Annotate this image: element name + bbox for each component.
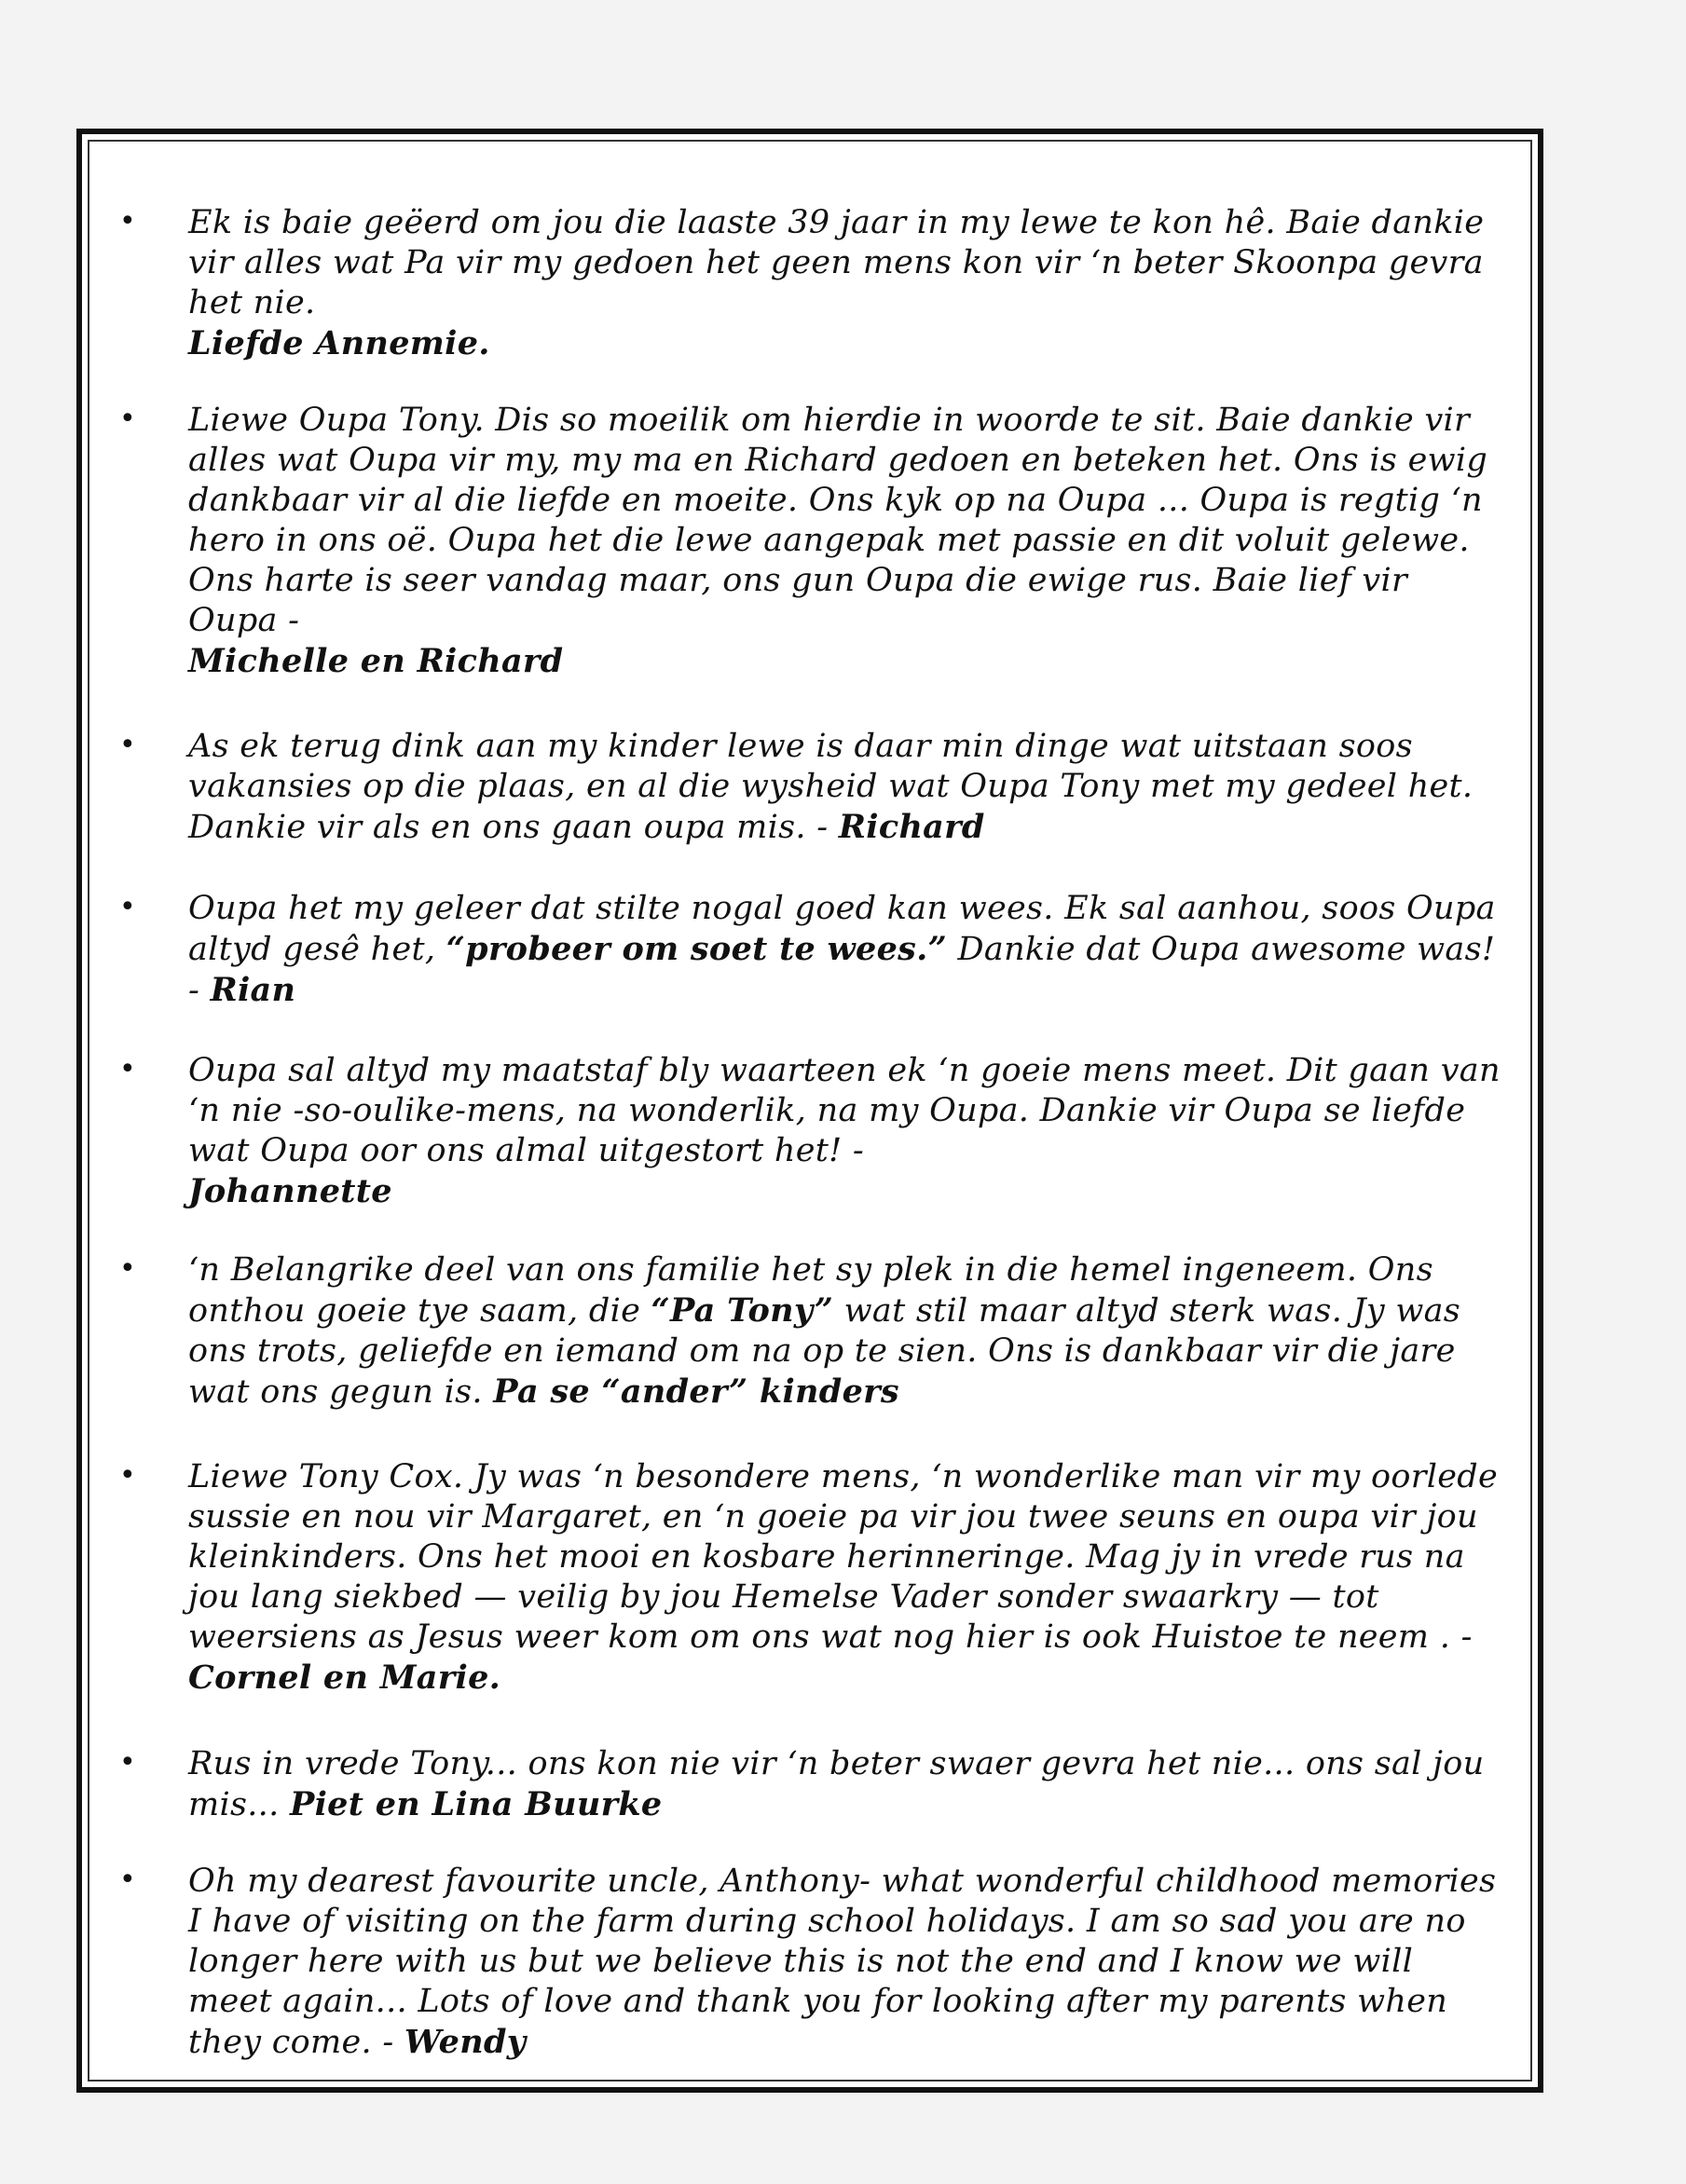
tribute-signature: Piet en Lina Buurke [289,1785,663,1823]
tribute-text [188,203,1502,363]
tribute-body: Oupa sal altyd my maatstaf bly waarteen ek ‘n goeie mens meet. Dit gaan van ‘n nie -so-oulike-mens, na wonderlik, na my Oupa. Dankie vir Oupa se liefde wat Oupa oor ons almal uitgestort het! - [188,1052,1501,1169]
tribute-text [188,1862,1502,2063]
bullet-icon: • [119,403,136,435]
tribute-signature: Rian [210,971,296,1009]
tribute-body: Oh my dearest favourite uncle, Anthony- what wonderful childhood memories I have of visiting on the farm during school holidays. I am so sad you are no longer here with us but we believe this is not the end and I know we will meet again... Lots of love and thank you for looking after my parents when they come. - [188,1863,1497,2061]
tribute-signature: Pa se “ander” kinders [493,1372,899,1411]
tribute-text [188,1744,1502,1825]
tribute-body: Liewe Tony Cox. Jy was ‘n besondere mens, ‘n wonderlike man vir my oorlede sussie en nou vir Margaret, en ‘n goeie pa vir jou twee seuns en oupa vir jou kleinkinders. Ons het mooi en kosbare herinneringe. Mag jy in vrede rus na jou lang siekbed — veilig by jou Hemelse Vader sonder swaarkry — tot weersiens as Jesus weer kom om ons wat nog hier is ook Huistoe te neem . - [188,1458,1498,1656]
tribute-text [188,401,1502,681]
tribute-body: Liewe Oupa Tony. Dis so moeilik om hierdie in woorde te sit. Baie dankie vir alles wat Oupa vir my, my ma en Richard gedoen en beteken het. Ons is ewig dankbaar vir al die liefde en moeite. Ons kyk op na Oupa ... Oupa is regtig ‘n hero in ons oë. Oupa het die lewe aangepak met passie en dit voluit gelewe. Ons harte is seer vandag maar, ons gun Oupa die ewige rus. Baie lief vir Oupa - [188,402,1488,639]
tribute-signature: Johannette [188,1172,392,1210]
tribute-quote: “probeer om soet te wees.” [445,930,948,968]
bullet-icon: • [119,891,136,923]
page-border [76,129,1543,2093]
tribute-signature: Wendy [404,2023,527,2061]
bullet-icon: • [119,1459,136,1492]
tribute-signature: Cornel en Marie. [188,1658,501,1697]
tribute-text [188,1051,1502,1211]
tribute-quote: “Pa Tony” [651,1291,834,1330]
tribute-text [188,727,1502,848]
tribute-signature: Michelle en Richard [188,642,564,680]
tribute-body: Oupa het my geleer dat stilte nogal goed kan wees. Ek sal aanhou, soos Oupa altyd gesê het, [188,890,1496,968]
tribute-text [188,1250,1502,1413]
tribute-body: Rus in vrede Tony... ons kon nie vir ‘n beter swaer gevra het nie... ons sal jou mis... [188,1745,1485,1823]
tribute-signature: Richard [838,808,985,846]
tribute-body-end: Dankie dat Oupa awesome was! - [188,931,1496,1009]
tribute-body: As ek terug dink aan my kinder lewe is daar min dinge wat uitstaan soos vakansies op die plaas, en al die wysheid wat Oupa Tony met my gedeel het. Dankie vir als en ons gaan oupa mis. - [188,728,1474,846]
tribute-body: Ek is baie geëerd om jou die laaste 39 jaar in my lewe te kon hê. Baie dankie vir alles wat Pa vir my gedoen het geen mens kon vir ‘n beter Skoonpa gevra het nie. [188,204,1485,321]
bullet-icon: • [119,729,136,761]
bullet-icon: • [119,1863,136,1896]
bullet-icon: • [119,205,136,238]
bullet-icon: • [119,1053,136,1085]
tribute-text [188,889,1502,1011]
bullet-icon: • [119,1252,136,1285]
bullet-icon: • [119,1746,136,1779]
tribute-text [188,1457,1502,1699]
tribute-body: ‘n Belangrike deel van ons familie het sy plek in die hemel ingeneem. Ons onthou goeie tye saam, die [188,1251,1433,1330]
tribute-body-end: wat stil maar altyd sterk was. Jy was ons trots, geliefde en iemand om na op te sien. Ons is dankbaar vir die jare wat ons gegun is. [188,1292,1461,1411]
tribute-signature: Liefde Annemie. [188,324,490,362]
